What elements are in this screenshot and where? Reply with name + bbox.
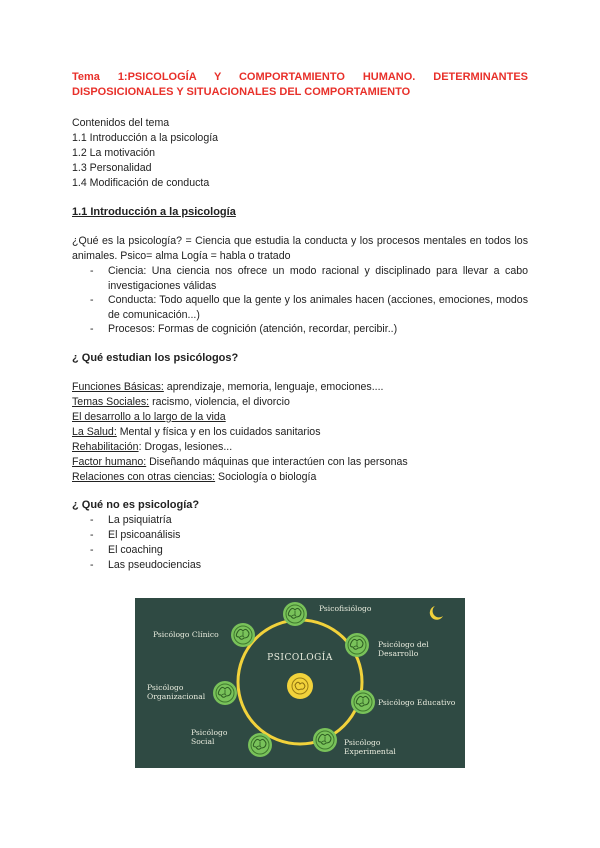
label-clinico: Psicólogo Clínico [153, 630, 219, 639]
bullet-dash: - [90, 544, 94, 556]
study-row [72, 395, 290, 410]
brain-icon [231, 623, 255, 647]
list-item-text: Procesos: Formas de cognición (atención, recordar, percibir..) [108, 323, 398, 335]
study-row [72, 425, 321, 440]
bullet-dash: - [90, 514, 94, 526]
study-text: Diseñando máquinas que interactúen con las personas [146, 456, 408, 468]
label-psicofisiologo: Psicofisiólogo [319, 604, 372, 613]
label-experimental: Psicólogo Experimental [344, 738, 396, 756]
psychology-branches-diagram [135, 598, 465, 768]
study-label: Temas Sociales: [72, 396, 150, 408]
brain-icon [248, 733, 272, 757]
study-text: racismo, violencia, el divorcio [149, 396, 290, 408]
contents-item: 1.3 Personalidad [72, 162, 152, 174]
section-heading-not-psychology: ¿ Qué no es psicología? [72, 499, 200, 511]
study-row [72, 380, 384, 395]
study-row [72, 440, 232, 455]
bullet-dash: - [90, 265, 94, 277]
study-row [72, 455, 408, 470]
document-title [72, 70, 528, 100]
list-item-text: Las pseudociencias [108, 559, 202, 571]
study-label: El desarrollo a lo largo de la vida [72, 411, 226, 423]
contents-item: 1.4 Modificación de conducta [72, 177, 210, 189]
brain-icon [345, 633, 369, 657]
study-text: aprendizaje, memoria, lenguaje, emociones.... [163, 381, 384, 393]
list-item-text: El psicoanálisis [108, 529, 181, 541]
bullet-dash: - [90, 294, 94, 306]
list-item-text: La psiquiatría [108, 514, 172, 526]
definition-paragraph: ¿Qué es la psicología? = Ciencia que estudia la conducta y los procesos mentales en todos los animales. Psico= alma Logía = habla o tratado [72, 235, 528, 262]
study-label: Funciones Básicas: [72, 381, 164, 393]
center-label: PSICOLOGÍA [267, 653, 333, 663]
study-text: : Drogas, lesiones... [138, 441, 233, 453]
contents-item: 1.1 Introducción a la psicología [72, 132, 219, 144]
brain-icon [313, 728, 337, 752]
label-social: Psicólogo Social [191, 728, 228, 746]
study-label: Relaciones con otras ciencias: [72, 471, 216, 483]
section-heading-studies: ¿ Qué estudian los psicólogos? [72, 352, 239, 364]
title-line-1: Tema 1:PSICOLOGÍA Y COMPORTAMIENTO HUMANO. DETERMINANTES [72, 71, 528, 83]
list-item-text: Ciencia: Una ciencia nos ofrece un modo racional y disciplinado para llevar a cabo investigaciones válidas [108, 265, 528, 292]
section-heading-intro: 1.1 Introducción a la psicología [72, 206, 236, 218]
bullet-dash: - [90, 529, 94, 541]
study-label: Rehabilitación [72, 441, 139, 453]
contents-item: 1.2 La motivación [72, 147, 156, 159]
label-organizacional: Psicólogo Organizacional [147, 683, 206, 701]
contents-heading: Contenidos del tema [72, 117, 170, 129]
label-desarrollo: Psicólogo del Desarrollo [378, 640, 429, 658]
study-text: Mental y física y en los cuidados sanitarios [116, 426, 321, 438]
bullet-dash: - [90, 323, 94, 335]
label-educativo: Psicólogo Educativo [378, 698, 456, 707]
brain-icon [283, 602, 307, 626]
moon-icon [430, 606, 443, 620]
list-item-text: Conducta: Todo aquello que la gente y los animales hacen (acciones, emociones, modos de comunicación...) [108, 294, 528, 321]
study-row [72, 470, 316, 485]
center-node [287, 673, 313, 699]
brain-icon [213, 681, 237, 705]
title-line-2: DISPOSICIONALES Y SITUACIONALES DEL COMPORTAMIENTO [72, 86, 411, 98]
study-label: La Salud: [72, 426, 117, 438]
list-item-text: El coaching [108, 544, 163, 556]
study-row [72, 410, 226, 425]
bullet-dash: - [90, 559, 94, 571]
brain-icon [351, 690, 375, 714]
study-label: Factor humano: [72, 456, 147, 468]
study-text: Sociología o biología [215, 471, 317, 483]
